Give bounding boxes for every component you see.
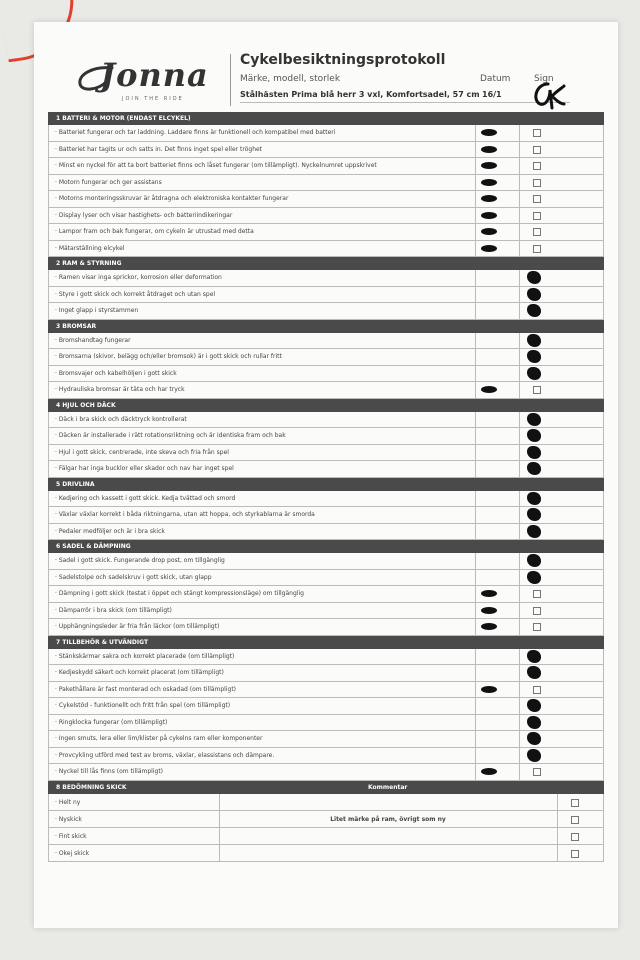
column-divider — [475, 349, 476, 365]
checklist-row — [48, 208, 604, 225]
rating-section-title: 8 BEDÖMNING SKICK — [56, 783, 127, 791]
not-applicable-mark-icon — [481, 607, 497, 614]
checklist-row — [48, 665, 604, 682]
checklist-row — [48, 349, 604, 366]
checklist-item-text: · Batteriet fungerar och tar laddning. Laddare finns är funktionell och kompatibel med batteri — [55, 129, 336, 136]
rating-label: · Nyskick — [55, 815, 82, 823]
column-divider — [475, 603, 476, 619]
checked-mark-icon[interactable] — [527, 429, 541, 442]
checklist-row — [48, 366, 604, 383]
checklist-item-text: · Batteriet har tagits ur och satts in. Det finns inget spel eller tröghet — [55, 145, 263, 153]
checked-mark-icon[interactable] — [527, 716, 541, 729]
checkbox[interactable] — [533, 179, 541, 187]
checked-mark-icon[interactable] — [527, 271, 541, 284]
column-divider — [519, 366, 520, 382]
checklist-row — [48, 287, 604, 304]
rating-label: · Okej skick — [55, 849, 90, 857]
column-divider — [557, 845, 558, 861]
checklist-item-text: · Styre i gott skick och korrekt åtdraget och utan spel — [55, 290, 216, 298]
not-applicable-mark-icon — [481, 768, 497, 775]
column-divider — [475, 586, 476, 602]
checklist-item-text: · Mätarställning elcykel — [55, 244, 125, 252]
checklist-item-text: · Pedaler medföljer och är i bra skick — [55, 527, 165, 535]
checklist-row — [48, 748, 604, 765]
checkbox[interactable] — [533, 129, 541, 137]
checklist-item-text: · Växlar växlar korrekt i båda riktningarna, utan att hoppa, och styrkablarna är smorda — [55, 511, 315, 518]
checked-mark-icon[interactable] — [527, 508, 541, 521]
rating-row — [48, 811, 604, 828]
checklist-row — [48, 445, 604, 462]
column-divider — [475, 764, 476, 780]
sign-field-label: Sign — [534, 74, 554, 84]
rating-label: · Fint skick — [55, 832, 87, 840]
checklist-row — [48, 142, 604, 159]
column-divider — [219, 845, 220, 861]
checklist-row — [48, 553, 604, 570]
column-divider — [519, 649, 520, 665]
checked-mark-icon[interactable] — [527, 462, 541, 475]
rating-label: · Helt ny — [55, 798, 81, 806]
checkbox[interactable] — [533, 245, 541, 253]
column-divider — [519, 524, 520, 540]
checklist-item-text: · Hydrauliska bromsar är täta och har tryck — [55, 386, 185, 393]
checklist-item-text: · Däck i bra skick och däcktryck kontrollerat — [55, 415, 187, 423]
date-value: 16/1 — [482, 90, 502, 99]
column-divider — [519, 619, 520, 635]
column-divider — [519, 303, 520, 319]
not-applicable-mark-icon — [481, 146, 497, 153]
checked-mark-icon[interactable] — [527, 749, 541, 762]
checklist-row — [48, 524, 604, 541]
rating-row — [48, 845, 604, 862]
checklist-item-text: · Bromsarna (skivor, belägg och/eller bromsok) är i gott skick och rullar fritt — [55, 353, 282, 360]
checklist-item-text: · Upphängningsleder är fria från läckor (om tillämpligt) — [55, 623, 220, 630]
checkbox[interactable] — [533, 768, 541, 776]
section-header: 6 SADEL & DÄMPNING — [48, 540, 604, 553]
column-divider — [519, 349, 520, 365]
column-divider — [519, 764, 520, 780]
column-divider — [519, 224, 520, 240]
checked-mark-icon[interactable] — [527, 413, 541, 426]
column-divider — [475, 287, 476, 303]
not-applicable-mark-icon — [481, 212, 497, 219]
column-divider — [475, 698, 476, 714]
rating-row — [48, 828, 604, 845]
column-divider — [475, 428, 476, 444]
column-divider — [519, 142, 520, 158]
column-divider — [475, 524, 476, 540]
column-divider — [475, 649, 476, 665]
not-applicable-mark-icon — [481, 129, 497, 136]
column-divider — [519, 270, 520, 286]
column-divider — [519, 570, 520, 586]
section-header: 7 TILLBEHÖR & UTVÄNDIGT — [48, 636, 604, 649]
checklist-row — [48, 382, 604, 399]
checked-mark-icon[interactable] — [527, 699, 541, 712]
checklist-item-text: · Kedjering och kassett i gott skick. Kedja tvättad och smord — [55, 494, 236, 502]
column-divider — [519, 553, 520, 569]
column-divider — [519, 287, 520, 303]
checked-mark-icon[interactable] — [527, 525, 541, 538]
section-header: 2 RAM & STYRNING — [48, 257, 604, 270]
not-applicable-mark-icon — [481, 623, 497, 630]
column-divider — [519, 603, 520, 619]
rating-comment: Litet märke på ram, övrigt som ny — [330, 815, 446, 823]
column-divider — [519, 428, 520, 444]
checked-mark-icon[interactable] — [527, 304, 541, 317]
checklist-row — [48, 175, 604, 192]
column-divider — [475, 224, 476, 240]
bike-value: Stålhästen Prima blå herr 3 vxl, Komfortsadel, 57 cm — [240, 90, 480, 99]
checked-mark-icon[interactable] — [527, 350, 541, 363]
checklist-form — [48, 112, 604, 862]
header-divider — [230, 54, 231, 106]
checked-mark-icon[interactable] — [527, 492, 541, 505]
checklist-row — [48, 491, 604, 508]
checkbox[interactable] — [533, 386, 541, 394]
column-divider — [475, 412, 476, 428]
column-divider — [519, 731, 520, 747]
checked-mark-icon[interactable] — [527, 446, 541, 459]
column-divider — [475, 491, 476, 507]
column-divider — [519, 125, 520, 141]
column-divider — [519, 412, 520, 428]
checklist-row — [48, 649, 604, 666]
checklist-item-text: · Motorn fungerar och ger assistans — [55, 178, 162, 186]
section-header: 5 DRIVLINA — [48, 478, 604, 491]
not-applicable-mark-icon — [481, 179, 497, 186]
checklist-row — [48, 270, 604, 287]
not-applicable-mark-icon — [481, 590, 497, 597]
column-divider — [519, 507, 520, 523]
checklist-item-text: · Nyckel till lås finns (om tillämpligt) — [55, 768, 164, 775]
checklist-item-text: · Motorns monteringsskruvar är åtdragna och elektroniska kontakter fungerar — [55, 195, 289, 202]
column-divider — [475, 158, 476, 174]
column-divider — [475, 665, 476, 681]
column-divider — [519, 191, 520, 207]
checklist-item-text: · Bromsvajer och kabelhöljen i gott skick — [55, 369, 177, 377]
not-applicable-mark-icon — [481, 162, 497, 169]
checkbox[interactable] — [533, 607, 541, 615]
column-divider — [519, 461, 520, 477]
checklist-item-text: · Sadelstolpe och sadelskruv i gott skick, utan glapp — [55, 573, 212, 581]
checked-mark-icon[interactable] — [527, 650, 541, 663]
checkbox[interactable] — [533, 623, 541, 631]
checklist-item-text: · Fälgar har inga bucklor eller skador och nav har inget spel — [55, 465, 234, 472]
column-divider — [475, 731, 476, 747]
checklist-row — [48, 461, 604, 478]
column-divider — [475, 142, 476, 158]
column-divider — [519, 748, 520, 764]
checklist-item-text: · Pakethållare är fast monterad och oskadad (om tillämpligt) — [55, 685, 237, 693]
checklist-row — [48, 570, 604, 587]
column-divider — [475, 125, 476, 141]
checkbox[interactable] — [571, 799, 579, 807]
checkbox[interactable] — [571, 816, 579, 824]
checklist-row — [48, 125, 604, 142]
checklist-row — [48, 412, 604, 429]
column-divider — [475, 208, 476, 224]
checklist-item-text: · Inget glapp i styrstammen — [55, 307, 139, 314]
checkbox[interactable] — [533, 162, 541, 170]
checklist-row — [48, 603, 604, 620]
checkbox[interactable] — [533, 590, 541, 598]
checklist-item-text: · Cykelstöd - funktionellt och fritt från spel (om tillämpligt) — [55, 702, 231, 709]
checklist-row — [48, 333, 604, 350]
checklist-item-text: · Provcykling utförd med test av broms, växlar, elassistans och dämpare. — [55, 751, 275, 759]
checklist-row — [48, 715, 604, 732]
column-divider — [519, 698, 520, 714]
column-divider — [475, 175, 476, 191]
checklist-row — [48, 698, 604, 715]
column-divider — [519, 333, 520, 349]
checklist-item-text: · Ingen smuts, lera eller lim/klister på cykelns ram eller komponenter — [55, 735, 263, 742]
column-divider — [519, 208, 520, 224]
not-applicable-mark-icon — [481, 228, 497, 235]
checkbox[interactable] — [533, 228, 541, 236]
not-applicable-mark-icon — [481, 195, 497, 202]
checked-mark-icon[interactable] — [527, 554, 541, 567]
column-divider — [519, 586, 520, 602]
column-divider — [475, 445, 476, 461]
column-divider — [557, 811, 558, 827]
column-divider — [475, 333, 476, 349]
column-divider — [519, 158, 520, 174]
section-header: 3 BROMSAR — [48, 320, 604, 333]
checklist-row — [48, 731, 604, 748]
column-divider — [519, 175, 520, 191]
column-divider — [475, 570, 476, 586]
column-divider — [519, 241, 520, 257]
checked-mark-icon[interactable] — [527, 732, 541, 745]
checklist-row — [48, 619, 604, 636]
column-divider — [219, 828, 220, 844]
not-applicable-mark-icon — [481, 386, 497, 393]
checklist-item-text: · Dämparrör i bra skick (om tillämpligt) — [55, 606, 172, 614]
checked-mark-icon[interactable] — [527, 367, 541, 380]
column-divider — [475, 382, 476, 398]
column-divider — [475, 619, 476, 635]
column-divider — [475, 303, 476, 319]
signature-icon — [530, 80, 566, 110]
column-divider — [475, 682, 476, 698]
checklist-row — [48, 507, 604, 524]
checked-mark-icon[interactable] — [527, 288, 541, 301]
protocol-sheet — [34, 22, 618, 928]
section-header: 4 HJUL OCH DÄCK — [48, 399, 604, 412]
checklist-row — [48, 158, 604, 175]
column-divider — [519, 382, 520, 398]
checkbox[interactable] — [571, 850, 579, 858]
checklist-row — [48, 224, 604, 241]
checked-mark-icon[interactable] — [527, 666, 541, 679]
checklist-row — [48, 764, 604, 781]
checklist-item-text: · Ringklocka fungerar (om tillämpligt) — [55, 718, 168, 726]
column-divider — [519, 445, 520, 461]
not-applicable-mark-icon — [481, 686, 497, 693]
column-divider — [475, 270, 476, 286]
column-divider — [475, 507, 476, 523]
checklist-item-text: · Bromshandtag fungerar — [55, 336, 131, 344]
checked-mark-icon[interactable] — [527, 334, 541, 347]
logo-tagline: JOIN THE RIDE — [122, 96, 184, 102]
page-title: Cykelbesiktningsprotokoll — [240, 52, 446, 68]
checklist-item-text: · Däcken är installerade i rätt rotationsriktning och är identiska fram och bak — [55, 432, 286, 439]
protocol-header — [34, 22, 618, 112]
checklist-row — [48, 303, 604, 320]
checklist-item-text: · Sadel i gott skick. Fungerande drop post, om tillgänglig — [55, 557, 225, 564]
checkbox[interactable] — [571, 833, 579, 841]
checked-mark-icon[interactable] — [527, 571, 541, 584]
jonna-logo — [74, 56, 224, 104]
checkbox[interactable] — [533, 212, 541, 220]
checklist-row — [48, 241, 604, 258]
column-divider — [475, 748, 476, 764]
checklist-item-text: · Minst en nyckel för att ta bort batteriet finns och låset fungerar (om tillämpligt). Nyckelnumret uppskrivet — [55, 162, 377, 169]
checklist-item-text: · Kedjeskydd säkert och korrekt placerat (om tillämpligt) — [55, 669, 224, 676]
checklist-item-text: · Dämpning i gott skick (testat i öppet och stängt kompressionsläge) om tillgänglig — [55, 590, 304, 597]
date-field-label: Datum — [480, 74, 511, 84]
checkbox[interactable] — [533, 195, 541, 203]
checkbox[interactable] — [533, 686, 541, 694]
checklist-item-text: · Lampor fram och bak fungerar, om cykeln är utrustad med detta — [55, 228, 254, 235]
checklist-item-text: · Stänkskärmar sakra och korrekt placerade (om tillämpligt) — [55, 652, 235, 660]
column-divider — [519, 491, 520, 507]
comment-column-header: Kommentar — [368, 783, 408, 791]
column-divider — [219, 794, 220, 810]
column-divider — [475, 715, 476, 731]
column-divider — [557, 794, 558, 810]
checklist-item-text: · Ramen visar inga sprickor, korrosion eller deformation — [55, 274, 222, 281]
logo-text: Jonna — [100, 56, 209, 94]
section-header: 1 BATTERI & MOTOR (ENDAST ELCYKEL) — [48, 112, 604, 125]
column-divider — [519, 715, 520, 731]
column-divider — [519, 665, 520, 681]
rating-row — [48, 794, 604, 811]
section-header — [48, 781, 604, 794]
checklist-item-text: · Hjul i gott skick, centrerade, inte skeva och fria från spel — [55, 448, 229, 456]
bike-field-label: Märke, modell, storlek — [240, 74, 341, 84]
column-divider — [475, 241, 476, 257]
column-divider — [475, 461, 476, 477]
checklist-row — [48, 586, 604, 603]
column-divider — [475, 366, 476, 382]
checklist-row — [48, 428, 604, 445]
checklist-row — [48, 682, 604, 699]
checklist-row — [48, 191, 604, 208]
column-divider — [519, 682, 520, 698]
checklist-item-text: · Display lyser och visar hastighets- och batteriindikeringar — [55, 211, 233, 219]
column-divider — [557, 828, 558, 844]
column-divider — [475, 553, 476, 569]
not-applicable-mark-icon — [481, 245, 497, 252]
column-divider — [475, 191, 476, 207]
checkbox[interactable] — [533, 146, 541, 154]
header-rule — [240, 102, 570, 103]
